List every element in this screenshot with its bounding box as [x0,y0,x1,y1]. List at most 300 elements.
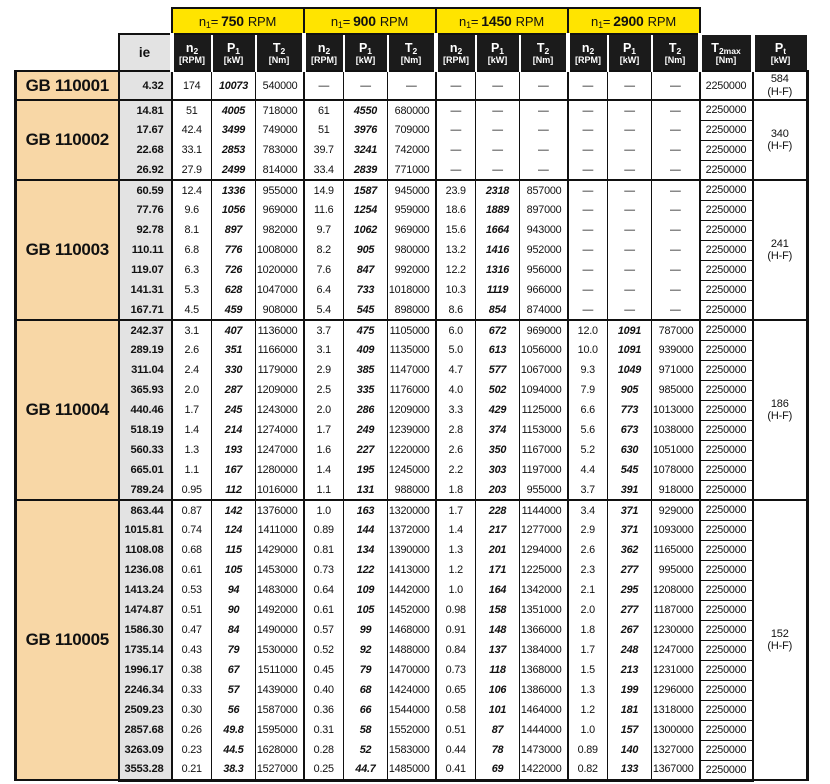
p1-cell: 213 [608,660,652,680]
t2max-cell: 2250000 [700,340,753,360]
dash-cell: — [568,120,608,140]
ratio-cell: 440.46 [119,400,172,420]
pt-cell [753,180,808,320]
p1-cell: 628 [212,280,256,300]
n2-cell: 0.51 [172,600,212,620]
t2-cell: 943000 [520,220,568,240]
p1-cell: 847 [344,260,388,280]
t2-cell: 956000 [520,260,568,280]
t2-cell: 1166000 [256,340,304,360]
t2-cell: 969000 [388,220,436,240]
dash-cell: — [652,71,700,100]
p1-cell: 350 [476,440,520,460]
t2-cell: 1247000 [652,640,700,660]
p1-cell: 144 [344,520,388,540]
p1-cell: 502 [476,380,520,400]
t2-cell: 1552000 [388,720,436,740]
t2max-cell: 2250000 [700,500,753,520]
n2-cell: 2.3 [568,560,608,580]
ratio-cell: 1735.14 [119,640,172,660]
table-row [16,71,808,100]
dash-cell: — [520,71,568,100]
t2max-cell: 2250000 [700,480,753,500]
p1-cell: 195 [344,460,388,480]
p1-cell: 351 [212,340,256,360]
dash-cell: — [568,180,608,200]
n2-cell: 1.7 [304,420,344,440]
dash-cell: — [476,140,520,160]
t2-cell: 1390000 [388,540,436,560]
p1-cell: 459 [212,300,256,320]
n2-cell: 1.7 [172,400,212,420]
t2-cell: 985000 [652,380,700,400]
n2-cell: 0.23 [172,740,212,760]
ratio-cell: 560.33 [119,440,172,460]
t2-cell: 1018000 [388,280,436,300]
dash-cell: — [520,120,568,140]
t2-cell: 1372000 [388,520,436,540]
pt-note: (H-F) [767,250,793,262]
p1-cell: 391 [608,480,652,500]
t2max-cell: 2250000 [700,700,753,720]
t2-cell: 857000 [520,180,568,200]
ratio-cell: 365.93 [119,380,172,400]
t2-cell: 971000 [652,360,700,380]
dash-cell: — [568,240,608,260]
p1-cell: 105 [344,600,388,620]
t2-cell: 1527000 [256,760,304,780]
ratio-cell: 22.68 [119,140,172,160]
n2-cell: 1.1 [304,480,344,500]
table-row [16,420,808,440]
t2-cell: 1153000 [520,420,568,440]
n2-cell: 0.61 [304,600,344,620]
ratio-cell: 665.01 [119,460,172,480]
n2-cell: 12.2 [436,260,476,280]
p1-cell: 134 [344,540,388,560]
n2-cell: 0.47 [172,620,212,640]
n2-cell: 1.4 [436,520,476,540]
t2-cell: 1245000 [388,460,436,480]
n2-cell: 0.98 [436,600,476,620]
p1-cell: 163 [344,500,388,520]
n1-symbol: n [330,14,338,29]
n2-cell: 0.33 [172,680,212,700]
p1-cell: 374 [476,420,520,440]
ratio-cell: 242.37 [119,320,172,340]
ratio-cell: 518.19 [119,420,172,440]
t2-cell: 1485000 [388,760,436,780]
t2max-cell: 2250000 [700,260,753,280]
n2-cell: 1.7 [436,500,476,520]
n2-cell: 6.0 [436,320,476,340]
dash-cell: — [388,71,436,100]
t2-column-header: $T_2$ [Nm] [256,34,304,71]
n2-cell: 9.3 [568,360,608,380]
n2-cell: 10.0 [568,340,608,360]
t2-cell: 1225000 [520,560,568,580]
t2max-column-header: $T_{2max}$ [Nm] [700,34,753,71]
dash-cell: — [476,100,520,120]
dash-cell: — [608,260,652,280]
p1-cell: 286 [344,400,388,420]
p1-cell: 171 [476,560,520,580]
n2-cell: 1.3 [436,540,476,560]
t2max-cell: 2250000 [700,300,753,320]
ratio-cell: 1236.08 [119,560,172,580]
p1-cell: 726 [212,260,256,280]
dash-cell: — [608,140,652,160]
p1-cell: 56 [212,700,256,720]
t2max-cell: 2250000 [700,580,753,600]
n2-cell: 1.8 [568,620,608,640]
t2-cell: 1147000 [388,360,436,380]
t2-cell: 1078000 [652,460,700,480]
t2-cell: 1209000 [256,380,304,400]
p1-cell: 245 [212,400,256,420]
t2-cell: 918000 [652,480,700,500]
dash-cell: — [608,280,652,300]
p1-cell: 854 [476,300,520,320]
n2-cell: 0.81 [304,540,344,560]
p1-cell: 4550 [344,100,388,120]
p1-cell: 1049 [608,360,652,380]
p1-cell: 52 [344,740,388,760]
n2-cell: 0.95 [172,480,212,500]
p1-cell: 214 [212,420,256,440]
ratio-cell: 1108.08 [119,540,172,560]
dash-cell: — [568,140,608,160]
p1-cell: 577 [476,360,520,380]
p1-cell: 672 [476,320,520,340]
table-row [16,100,808,120]
n2-cell: 5.2 [568,440,608,460]
n2-cell: 0.53 [172,580,212,600]
p1-cell: 122 [344,560,388,580]
n2-cell: 3.3 [436,400,476,420]
table-row [16,340,808,360]
p1-cell: 4005 [212,100,256,120]
n2-cell: 11.6 [304,200,344,220]
table-row [16,600,808,620]
ratio-cell: 14.81 [119,100,172,120]
ratio-cell: 60.59 [119,180,172,200]
table-row [16,380,808,400]
n2-column-header: $n_2$ [RPM] [568,34,608,71]
t2-cell: 1483000 [256,580,304,600]
t2-cell: 749000 [256,120,304,140]
pt-cell [753,100,808,180]
t2-cell: 1247000 [256,440,304,460]
n2-cell: 0.51 [436,720,476,740]
p1-cell: 905 [608,380,652,400]
p1-cell: 57 [212,680,256,700]
t2max-cell: 2250000 [700,660,753,680]
n2-cell: 33.1 [172,140,212,160]
t2-cell: 980000 [388,240,436,260]
t2-cell: 1464000 [520,700,568,720]
p1-cell: 1587 [344,180,388,200]
n2-cell: 0.61 [172,560,212,580]
p1-cell: 409 [344,340,388,360]
t2-cell: 1167000 [520,440,568,460]
n2-cell: 39.7 [304,140,344,160]
n2-cell: 0.38 [172,660,212,680]
p1-cell: 475 [344,320,388,340]
t2-cell: 1327000 [652,740,700,760]
t2-cell: 1342000 [520,580,568,600]
model-cell: GB 110002 [16,100,119,180]
table-row [16,580,808,600]
p1-cell: 1316 [476,260,520,280]
dash-cell: — [608,71,652,100]
t2-cell: 1384000 [520,640,568,660]
t2-cell: 814000 [256,160,304,180]
p1-cell: 673 [608,420,652,440]
p1-cell: 303 [476,460,520,480]
model-cell: GB 110005 [16,500,119,780]
n2-cell: 1.6 [304,440,344,460]
p1-cell: 69 [476,760,520,780]
t2max-cell: 2250000 [700,600,753,620]
t2-cell: 1093000 [652,520,700,540]
t2-cell: 1366000 [520,620,568,640]
n2-cell: 13.2 [436,240,476,260]
dash-cell: — [652,240,700,260]
t2-cell: 969000 [256,200,304,220]
n2-cell: 0.73 [436,660,476,680]
dash-cell: — [652,280,700,300]
p1-cell: 905 [344,240,388,260]
t2-cell: 1280000 [256,460,304,480]
dash-cell: — [608,200,652,220]
p1-cell: 2853 [212,140,256,160]
ratio-cell: 26.92 [119,160,172,180]
t2max-cell: 2250000 [700,100,753,120]
ratio-cell: 311.04 [119,360,172,380]
n2-cell: 0.43 [172,640,212,660]
t2-cell: 995000 [652,560,700,580]
ratio-cell: 2509.23 [119,700,172,720]
t2max-cell: 2250000 [700,200,753,220]
t2-cell: 1544000 [388,700,436,720]
p1-cell: 3499 [212,120,256,140]
n2-column-header: $n_2$ [RPM] [304,34,344,71]
n2-cell: 8.2 [304,240,344,260]
p1-cell: 118 [476,660,520,680]
t2-cell: 1047000 [256,280,304,300]
ratio-cell: 119.07 [119,260,172,280]
t2-cell: 1008000 [256,240,304,260]
t2-cell: 1473000 [520,740,568,760]
n2-cell: 51 [172,100,212,120]
t2-cell: 1488000 [388,640,436,660]
t2max-cell: 2250000 [700,680,753,700]
ratio-cell: 3263.09 [119,740,172,760]
p1-cell: 79 [212,640,256,660]
t2-cell: 1492000 [256,600,304,620]
t2-cell: 955000 [256,180,304,200]
n2-cell: 2.8 [436,420,476,440]
p1-cell: 3241 [344,140,388,160]
t2-column-header: $T_2$ [Nm] [520,34,568,71]
dash-cell: — [568,300,608,320]
n2-cell: 12.0 [568,320,608,340]
t2-cell: 1587000 [256,700,304,720]
t2max-cell: 2250000 [700,640,753,660]
t2-cell: 874000 [520,300,568,320]
t2-cell: 1187000 [652,600,700,620]
t2max-cell: 2250000 [700,280,753,300]
p1-cell: 385 [344,360,388,380]
table-row [16,660,808,680]
t2-cell: 1220000 [388,440,436,460]
table-row [16,220,808,240]
n2-cell: 61 [304,100,344,120]
p1-cell: 1056 [212,200,256,220]
n2-cell: 6.3 [172,260,212,280]
t2-cell: 1511000 [256,660,304,680]
dash-cell: — [652,100,700,120]
p1-cell: 277 [608,560,652,580]
n2-cell: 4.5 [172,300,212,320]
ratio-cell: 1996.17 [119,660,172,680]
speed-header-1450: $n_1= 1450$ RPM [436,8,568,34]
n2-cell: 2.6 [436,440,476,460]
ratio-cell: 289.19 [119,340,172,360]
p1-cell: 267 [608,620,652,640]
table-row [16,620,808,640]
model-cell: GB 110001 [16,71,119,100]
dash-cell: — [436,140,476,160]
p1-cell: 49.8 [212,720,256,740]
table-row [16,400,808,420]
t2-cell: 1595000 [256,720,304,740]
p1-cell: 99 [344,620,388,640]
model-cell: GB 110004 [16,320,119,500]
dash-cell: — [608,120,652,140]
n2-cell: 4.4 [568,460,608,480]
n2-cell: 0.41 [436,760,476,780]
dash-cell: — [568,100,608,120]
n2-cell: 0.25 [304,760,344,780]
p1-cell: 142 [212,500,256,520]
n2-cell: 1.3 [172,440,212,460]
n2-cell: 3.1 [304,340,344,360]
corner-blank-right [700,8,808,34]
t2-cell: 1020000 [256,260,304,280]
n2-cell: 174 [172,71,212,100]
n2-cell: 2.2 [436,460,476,480]
dash-cell: — [568,160,608,180]
t2-cell: 1470000 [388,660,436,680]
ratio-cell: 2246.34 [119,680,172,700]
p1-cell: 335 [344,380,388,400]
p1-cell: 109 [344,580,388,600]
ratio-cell: 4.32 [119,71,172,100]
t2-cell: 1628000 [256,740,304,760]
n2-cell: 9.7 [304,220,344,240]
n2-cell: 3.7 [568,480,608,500]
table-row [16,120,808,140]
t2-cell: 897000 [520,200,568,220]
p1-cell: 1062 [344,220,388,240]
n2-cell: 18.6 [436,200,476,220]
n2-cell: 2.4 [172,360,212,380]
p1-cell: 148 [476,620,520,640]
t2max-cell: 2250000 [700,520,753,540]
dash-cell: — [608,160,652,180]
n2-cell: 51 [304,120,344,140]
table-row [16,200,808,220]
t2-cell: 1300000 [652,720,700,740]
p1-cell: 248 [608,640,652,660]
pt-cell [753,320,808,500]
ratio-cell: 1586.30 [119,620,172,640]
table-row [16,360,808,380]
p1-cell: 199 [608,680,652,700]
table-row [16,740,808,760]
t2-cell: 929000 [652,500,700,520]
pt-value: 186 [770,397,789,410]
dash-cell: — [608,240,652,260]
p1-cell: 44.7 [344,760,388,780]
n2-cell: 5.4 [304,300,344,320]
p1-column-header: $P_1$ [kW] [344,34,388,71]
t2-column-header: $T_2$ [Nm] [388,34,436,71]
t2max-cell: 2250000 [700,120,753,140]
dash-cell: — [520,100,568,120]
table-row [16,160,808,180]
table-row [16,460,808,480]
n2-cell: 1.4 [304,460,344,480]
t2-cell: 1243000 [256,400,304,420]
dash-cell: — [520,160,568,180]
table-row [16,320,808,340]
t2-cell: 1038000 [652,420,700,440]
p1-cell: 124 [212,520,256,540]
n2-cell: 0.64 [304,580,344,600]
dash-cell: — [608,220,652,240]
t2-cell: 1424000 [388,680,436,700]
t2-cell: 1056000 [520,340,568,360]
t2max-cell: 2250000 [700,460,753,480]
t2-cell: 787000 [652,320,700,340]
p1-cell: 545 [608,460,652,480]
p1-cell: 167 [212,460,256,480]
dash-cell: — [520,140,568,160]
dash-cell: — [652,300,700,320]
t2-cell: 1135000 [388,340,436,360]
dash-cell: — [608,300,652,320]
table-row [16,440,808,460]
n2-cell: 3.1 [172,320,212,340]
n2-cell: 0.57 [304,620,344,640]
p1-cell: 330 [212,360,256,380]
t2-cell: 1367000 [652,760,700,780]
p1-cell: 44.5 [212,740,256,760]
t2-cell: 1439000 [256,680,304,700]
p1-cell: 10073 [212,71,256,100]
table-row [16,700,808,720]
n2-cell: 12.4 [172,180,212,200]
t2max-cell: 2250000 [700,400,753,420]
dash-cell: — [568,220,608,240]
t2max-cell: 2250000 [700,540,753,560]
t2-cell: 742000 [388,140,436,160]
t2-cell: 966000 [520,280,568,300]
p1-cell: 1416 [476,240,520,260]
